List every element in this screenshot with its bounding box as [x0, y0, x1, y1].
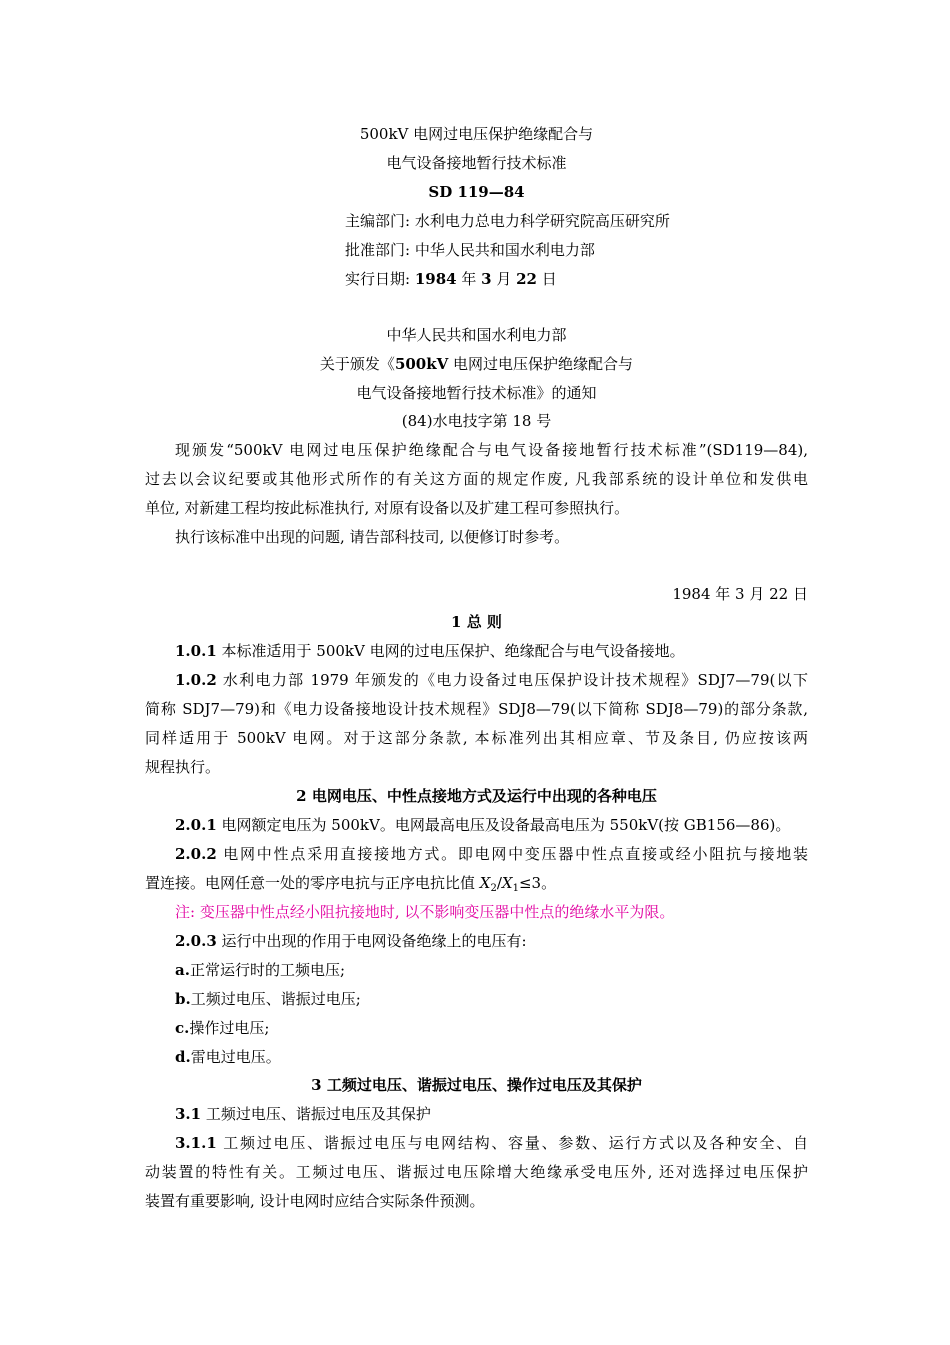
clause-2-0-1	[175, 815, 790, 835]
subsection-title: 工频过电压、谐振过电压及其保护	[201, 1105, 431, 1123]
clause-text: 电网额定电压为 500kV。电网最高电压及设备最高电压为 550kV(按 GB156—86)。	[216, 816, 791, 834]
editor-label: 主编部门:	[345, 212, 411, 230]
clause-text: 置连接。电网任意一处的零序电抗与正序电抗比值	[145, 874, 480, 892]
editor-value: 水利电力总电力科学研究院高压研究所	[414, 212, 670, 230]
clause-number: 2.0.1	[175, 816, 217, 834]
list-text: 操作过电压;	[189, 1019, 270, 1037]
list-item	[175, 1047, 281, 1067]
notice-title-line-2: 电气设备接地暂行技术标准》的通知	[356, 384, 597, 402]
notice-para-1-line-1: 现颁发“500kV 电网过电压保护绝缘配合与电气设备接地暂行技术标准”(SD119—84),	[175, 441, 808, 459]
notice-para-2: 执行该标准中出现的问题, 请告部科技司, 以便修订时参考。	[175, 528, 570, 546]
standard-code: SD 119—84	[428, 183, 525, 201]
effective-sep1: 年	[456, 270, 482, 288]
clause-text: 电网中性点采用直接接地方式。即电网中变压器中性点直接或经小阻抗与接地装	[216, 845, 808, 863]
notice-para-1-line-2: 过去以会议纪要或其他形式所作的有关这方面的规定作废, 凡我部系统的设计单位和发供电	[145, 470, 808, 488]
notice-title-part-a: 关于颁发《	[319, 355, 395, 373]
effective-day: 22	[516, 270, 537, 288]
formula-x: X	[479, 874, 491, 892]
notice-title-part-c: 电网过电压保护绝缘配合与	[448, 355, 634, 373]
clause-1-0-2-line-4: 规程执行。	[145, 758, 221, 776]
title-line-1: 500kV 电网过电压保护绝缘配合与	[359, 125, 594, 143]
approver-value: 中华人民共和国水利电力部	[414, 241, 595, 259]
list-mark: a.	[175, 961, 190, 979]
effective-year: 1984	[414, 270, 457, 288]
effective-label: 实行日期:	[345, 270, 411, 288]
clause-text: 运行中出现的作用于电网设备绝缘上的电压有:	[216, 932, 527, 950]
section-1-heading: 1 总 则	[451, 613, 502, 631]
effective-date-row	[345, 269, 557, 289]
list-item	[175, 960, 345, 980]
clause-2-0-2-line-1	[175, 844, 808, 864]
clause-3-1-1-line-2: 动装置的特性有关。工频过电压、谐振过电压除增大绝缘承受电压外, 还对选择过电压保护	[145, 1163, 808, 1181]
list-mark: d.	[175, 1048, 191, 1066]
clause-text: 水利电力部 1979 年颁发的《电力设备过电压保护设计技术规程》SDJ7—79(以下	[216, 671, 808, 689]
effective-sep3: 日	[537, 270, 557, 288]
note-text: 注: 变压器中性点经小阻抗接地时, 以不影响变压器中性点的绝缘水平为限。	[175, 903, 675, 921]
clause-1-0-1	[175, 641, 685, 661]
notice-title-line-1	[145, 354, 808, 374]
notice-doc-number: (84)水电技字第 18 号	[401, 412, 552, 430]
approver-label: 批准部门:	[345, 241, 411, 259]
clause-number: 1.0.2	[175, 671, 217, 689]
clause-1-0-2-line-3: 同样适用于 500kV 电网。对于这部分条款, 本标准列出其相应章、节及条目, 仍应按该两	[145, 729, 808, 747]
clause-text: 本标准适用于 500kV 电网的过电压保护、绝缘配合与电气设备接地。	[216, 642, 685, 660]
list-mark: b.	[175, 990, 191, 1008]
list-text: 雷电过电压。	[190, 1048, 281, 1066]
clause-number: 1.0.1	[175, 642, 217, 660]
clause-2-0-2-line-2	[145, 873, 556, 893]
clause-1-0-2-line-2: 简称 SDJ7—79)和《电力设备接地设计技术规程》SDJ8—79(以下简称 SDJ8—79)的部分条款,	[145, 700, 808, 718]
effective-sep2: 月	[491, 270, 517, 288]
clause-number: 2.0.3	[175, 932, 217, 950]
notice-issuer: 中华人民共和国水利电力部	[386, 326, 567, 344]
approver-row	[345, 240, 595, 260]
clause-3-1-1-line-3: 装置有重要影响, 设计电网时应结合实际条件预测。	[145, 1192, 485, 1210]
subsection-number: 3.1	[175, 1105, 202, 1123]
clause-number: 3.1.1	[175, 1134, 217, 1152]
section-2-heading: 2 电网电压、中性点接地方式及运行中出现的各种电压	[296, 787, 657, 805]
formula-x: X	[501, 874, 513, 892]
formula-subscript: 2	[490, 883, 497, 894]
clause-3-1-1-line-1	[175, 1133, 808, 1153]
effective-month: 3	[481, 270, 492, 288]
notice-date: 1984 年 3 月 22 日	[672, 585, 808, 603]
notice-para-1-line-3: 单位, 对新建工程均按此标准执行, 对原有设备以及扩建工程可参照执行。	[145, 499, 630, 517]
clause-text: 工频过电压、谐振过电压与电网结构、容量、参数、运行方式以及各种安全、自	[216, 1134, 808, 1152]
clause-1-0-2-line-1	[175, 670, 808, 690]
formula-subscript: 1	[512, 883, 519, 894]
clause-text: ≤3。	[518, 874, 557, 892]
clause-number: 2.0.2	[175, 845, 217, 863]
list-text: 工频过电压、谐振过电压;	[190, 990, 361, 1008]
formula-slash: /	[496, 874, 502, 892]
subsection-3-1	[175, 1104, 431, 1124]
title-line-2: 电气设备接地暂行技术标准	[386, 154, 567, 172]
list-item	[175, 989, 361, 1009]
list-text: 正常运行时的工频电压;	[189, 961, 346, 979]
notice-title-part-b: 500kV	[394, 355, 449, 373]
clause-2-0-3	[175, 931, 527, 951]
editor-row	[345, 211, 670, 231]
list-mark: c.	[175, 1019, 190, 1037]
list-item	[175, 1018, 269, 1038]
section-3-heading: 3 工频过电压、谐振过电压、操作过电压及其保护	[311, 1076, 642, 1094]
